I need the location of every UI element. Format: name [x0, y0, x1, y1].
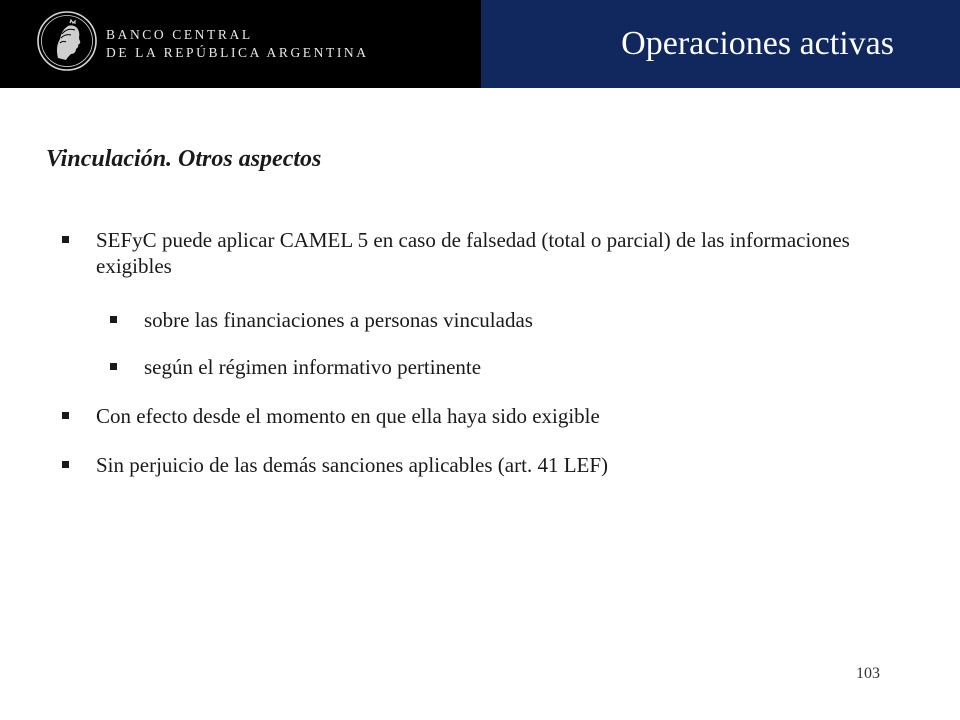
page-number: 103 [856, 665, 880, 682]
square-bullet-icon [110, 363, 117, 370]
bullet-text: Con efecto desde el momento en que ella haya sido exigible [96, 404, 600, 428]
square-bullet-icon [62, 412, 69, 419]
bullet-item [62, 227, 862, 287]
header-logo-panel [0, 0, 481, 88]
bullet-item [62, 403, 862, 433]
logo-line-2: DE LA REPÚBLICA ARGENTINA [106, 45, 369, 60]
bank-logo-text [106, 26, 369, 62]
bullet-text: SEFyC puede aplicar CAMEL 5 en caso de falsedad (total o parcial) de las informaciones exigibles [96, 228, 850, 278]
square-bullet-icon [62, 236, 69, 243]
bullet-item [62, 452, 862, 482]
bullet-text: sobre las financiaciones a personas vinculadas [144, 308, 533, 332]
bullet-text: Sin perjuicio de las demás sanciones aplicables (art. 41 LEF) [96, 453, 609, 477]
logo-line-1: BANCO CENTRAL [106, 27, 253, 42]
bullet-text: según el régimen informativo pertinente [144, 355, 482, 379]
republic-medallion-icon [36, 10, 98, 72]
square-bullet-icon [110, 316, 117, 323]
section-title: Operaciones activas [621, 25, 894, 62]
sub-bullet-item [110, 307, 810, 337]
square-bullet-icon [62, 461, 69, 468]
sub-bullet-item [110, 354, 810, 384]
slide-header [0, 0, 960, 88]
slide-title: Vinculación. Otros aspectos [46, 146, 322, 172]
